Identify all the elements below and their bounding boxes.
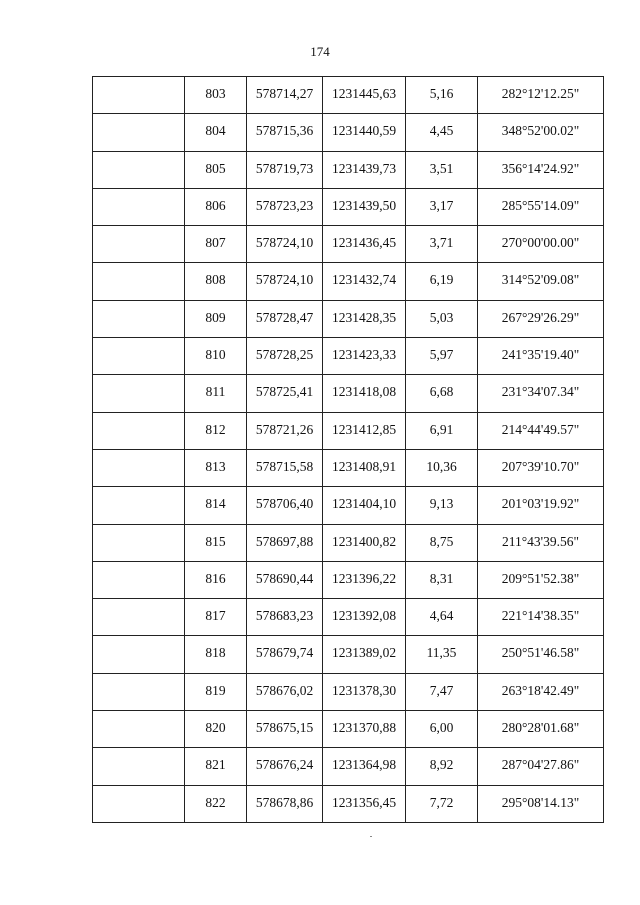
distance-text: 8,75 — [429, 533, 454, 549]
distance-cell — [406, 300, 478, 337]
point-number-text: 809 — [205, 309, 226, 325]
direction-angle-cell — [478, 375, 604, 412]
x-coordinate-cell — [247, 151, 323, 188]
direction-angle-text: 201°03'19.92" — [501, 496, 580, 512]
point-number-text: 818 — [205, 645, 226, 661]
y-coordinate-text: 1231392,08 — [331, 608, 397, 624]
table-row — [93, 77, 604, 114]
blank-cell — [93, 375, 185, 412]
blank-cell — [93, 114, 185, 151]
distance-cell — [406, 785, 478, 822]
distance-text: 9,13 — [429, 496, 454, 512]
point-number-cell — [185, 114, 247, 151]
point-number-cell — [185, 375, 247, 412]
point-number-text: 813 — [205, 458, 226, 474]
y-coordinate-text: 1231418,08 — [331, 384, 397, 400]
x-coordinate-cell — [247, 636, 323, 673]
blank-cell — [93, 599, 185, 636]
direction-angle-text: 282°12'12.25" — [501, 86, 580, 101]
x-coordinate-cell — [247, 77, 323, 114]
direction-angle-cell — [478, 338, 604, 375]
x-coordinate-cell — [247, 263, 323, 300]
distance-text: 8,92 — [429, 757, 454, 773]
distance-text: 5,03 — [429, 309, 454, 325]
point-number-text: 821 — [205, 757, 226, 773]
blank-cell — [93, 226, 185, 263]
y-coordinate-cell — [323, 300, 406, 337]
x-coordinate-cell — [247, 599, 323, 636]
distance-text: 5,97 — [429, 347, 454, 363]
y-coordinate-cell — [323, 151, 406, 188]
table-row — [93, 188, 604, 225]
x-coordinate-text: 578679,74 — [255, 645, 314, 661]
distance-cell — [406, 636, 478, 673]
distance-cell — [406, 487, 478, 524]
distance-text: 11,35 — [426, 645, 457, 661]
y-coordinate-cell — [323, 487, 406, 524]
distance-cell — [406, 673, 478, 710]
point-number-cell — [185, 524, 247, 561]
y-coordinate-cell — [323, 188, 406, 225]
y-coordinate-text: 1231423,33 — [331, 347, 397, 363]
point-number-text: 816 — [205, 570, 226, 586]
point-number-cell — [185, 561, 247, 598]
direction-angle-text: 263°18'42.49" — [501, 682, 580, 698]
point-number-cell — [185, 673, 247, 710]
point-number-cell — [185, 412, 247, 449]
x-coordinate-cell — [247, 375, 323, 412]
distance-text: 6,19 — [429, 272, 454, 288]
y-coordinate-cell — [323, 524, 406, 561]
y-coordinate-text: 1231404,10 — [331, 496, 397, 512]
direction-angle-text: 231°34'07.34" — [501, 384, 580, 400]
point-number-cell — [185, 636, 247, 673]
point-number-text: 820 — [205, 720, 226, 736]
distance-text: 6,91 — [429, 421, 454, 437]
x-coordinate-cell — [247, 188, 323, 225]
table-row — [93, 263, 604, 300]
x-coordinate-text: 578690,44 — [255, 570, 314, 586]
x-coordinate-text: 578721,26 — [255, 421, 314, 437]
x-coordinate-text: 578725,41 — [255, 384, 314, 400]
table-row — [93, 561, 604, 598]
y-coordinate-cell — [323, 114, 406, 151]
distance-text: 5,16 — [429, 86, 454, 101]
direction-angle-text: 270°00'00.00" — [501, 235, 580, 251]
distance-cell — [406, 263, 478, 300]
y-coordinate-cell — [323, 263, 406, 300]
point-number-cell — [185, 263, 247, 300]
distance-cell — [406, 114, 478, 151]
distance-text: 10,36 — [426, 458, 457, 474]
distance-text: 3,17 — [429, 197, 454, 213]
point-number-cell — [185, 338, 247, 375]
direction-angle-cell — [478, 561, 604, 598]
y-coordinate-text: 1231396,22 — [331, 570, 397, 586]
direction-angle-cell — [478, 748, 604, 785]
x-coordinate-cell — [247, 114, 323, 151]
distance-text: 7,72 — [429, 794, 454, 810]
direction-angle-text: 287°04'27.86" — [501, 757, 580, 773]
y-coordinate-cell — [323, 785, 406, 822]
distance-cell — [406, 77, 478, 114]
direction-angle-cell — [478, 599, 604, 636]
direction-angle-text: 209°51'52.38" — [501, 570, 580, 586]
point-number-cell — [185, 151, 247, 188]
x-coordinate-text: 578723,23 — [255, 197, 314, 213]
direction-angle-text: 211°43'39.56" — [502, 533, 579, 549]
distance-text: 6,68 — [429, 384, 454, 400]
point-number-cell — [185, 300, 247, 337]
table-row — [93, 375, 604, 412]
y-coordinate-cell — [323, 77, 406, 114]
y-coordinate-cell — [323, 412, 406, 449]
x-coordinate-text: 578683,23 — [255, 608, 314, 624]
distance-text: 6,00 — [429, 720, 454, 736]
table-row — [93, 599, 604, 636]
y-coordinate-text: 1231370,88 — [331, 720, 397, 736]
point-number-cell — [185, 487, 247, 524]
y-coordinate-cell — [323, 673, 406, 710]
x-coordinate-cell — [247, 711, 323, 748]
y-coordinate-cell — [323, 711, 406, 748]
x-coordinate-cell — [247, 748, 323, 785]
x-coordinate-cell — [247, 338, 323, 375]
distance-cell — [406, 412, 478, 449]
y-coordinate-text: 1231412,85 — [331, 421, 397, 437]
point-number-text: 817 — [205, 608, 226, 624]
x-coordinate-text: 578715,58 — [255, 458, 314, 474]
y-coordinate-text: 1231408,91 — [331, 458, 397, 474]
y-coordinate-text: 1231428,35 — [331, 309, 397, 325]
x-coordinate-text: 578697,88 — [255, 533, 314, 549]
distance-cell — [406, 748, 478, 785]
table-row — [93, 636, 604, 673]
y-coordinate-text: 1231432,74 — [331, 272, 397, 288]
blank-cell — [93, 412, 185, 449]
y-coordinate-text: 1231445,63 — [331, 86, 397, 101]
distance-text: 4,64 — [429, 608, 454, 624]
direction-angle-text: 314°52'09.08" — [501, 272, 580, 288]
y-coordinate-text: 1231389,02 — [331, 645, 397, 661]
x-coordinate-text: 578678,86 — [255, 794, 314, 810]
direction-angle-cell — [478, 226, 604, 263]
blank-cell — [93, 263, 185, 300]
blank-cell — [93, 487, 185, 524]
blank-cell — [93, 338, 185, 375]
blank-cell — [93, 748, 185, 785]
point-number-text: 807 — [205, 235, 226, 251]
y-coordinate-cell — [323, 449, 406, 486]
distance-cell — [406, 599, 478, 636]
y-coordinate-text: 1231436,45 — [331, 235, 397, 251]
point-number-text: 810 — [205, 347, 226, 363]
table-row — [93, 711, 604, 748]
point-number-cell — [185, 226, 247, 263]
direction-angle-cell — [478, 524, 604, 561]
direction-angle-cell — [478, 711, 604, 748]
x-coordinate-cell — [247, 487, 323, 524]
distance-cell — [406, 711, 478, 748]
distance-text: 3,71 — [429, 235, 454, 251]
blank-cell — [93, 711, 185, 748]
y-coordinate-cell — [323, 375, 406, 412]
table-row — [93, 524, 604, 561]
point-number-cell — [185, 748, 247, 785]
distance-cell — [406, 561, 478, 598]
coordinates-table — [92, 76, 604, 823]
y-coordinate-cell — [323, 561, 406, 598]
point-number-cell — [185, 188, 247, 225]
blank-cell — [93, 300, 185, 337]
blank-cell — [93, 188, 185, 225]
blank-cell — [93, 151, 185, 188]
direction-angle-text: 285°55'14.09" — [501, 197, 580, 213]
point-number-text: 805 — [205, 160, 226, 176]
x-coordinate-cell — [247, 785, 323, 822]
y-coordinate-text: 1231378,30 — [331, 682, 397, 698]
page-number: 174 — [310, 44, 330, 59]
y-coordinate-text: 1231364,98 — [331, 757, 397, 773]
point-number-cell — [185, 77, 247, 114]
x-coordinate-cell — [247, 300, 323, 337]
table-row — [93, 785, 604, 822]
direction-angle-text: 267°29'26.29" — [501, 309, 580, 325]
table-row — [93, 114, 604, 151]
direction-angle-text: 356°14'24.92" — [501, 160, 580, 176]
point-number-text: 803 — [205, 86, 226, 101]
distance-cell — [406, 524, 478, 561]
y-coordinate-cell — [323, 636, 406, 673]
x-coordinate-cell — [247, 449, 323, 486]
direction-angle-cell — [478, 263, 604, 300]
point-number-cell — [185, 449, 247, 486]
distance-text: 8,31 — [429, 570, 454, 586]
blank-cell — [93, 524, 185, 561]
direction-angle-text: 221°14'38.35" — [501, 608, 580, 624]
y-coordinate-cell — [323, 599, 406, 636]
x-coordinate-text: 578724,10 — [255, 235, 314, 251]
x-coordinate-text: 578715,36 — [255, 123, 314, 139]
table-row — [93, 449, 604, 486]
y-coordinate-text: 1231440,59 — [331, 123, 397, 139]
x-coordinate-cell — [247, 524, 323, 561]
x-coordinate-text: 578676,24 — [255, 757, 314, 773]
y-coordinate-cell — [323, 226, 406, 263]
coordinates-table-body — [93, 77, 604, 823]
x-coordinate-cell — [247, 561, 323, 598]
x-coordinate-text: 578728,47 — [255, 309, 314, 325]
blank-cell — [93, 673, 185, 710]
direction-angle-cell — [478, 114, 604, 151]
point-number-text: 804 — [205, 123, 226, 139]
distance-cell — [406, 449, 478, 486]
blank-cell — [93, 561, 185, 598]
direction-angle-cell — [478, 785, 604, 822]
distance-cell — [406, 375, 478, 412]
scan-speck — [370, 836, 372, 837]
distance-text: 4,45 — [429, 123, 454, 139]
table-row — [93, 673, 604, 710]
distance-cell — [406, 226, 478, 263]
point-number-text: 822 — [205, 794, 226, 810]
y-coordinate-text: 1231439,73 — [331, 160, 397, 176]
direction-angle-cell — [478, 300, 604, 337]
point-number-text: 812 — [205, 421, 226, 437]
direction-angle-text: 241°35'19.40" — [501, 347, 580, 363]
x-coordinate-text: 578706,40 — [255, 496, 314, 512]
direction-angle-text: 348°52'00.02" — [501, 123, 580, 139]
direction-angle-text: 280°28'01.68" — [501, 720, 580, 736]
y-coordinate-text: 1231439,50 — [331, 197, 397, 213]
x-coordinate-text: 578675,15 — [255, 720, 314, 736]
y-coordinate-text: 1231356,45 — [331, 794, 397, 810]
direction-angle-text: 250°51'46.58" — [501, 645, 580, 661]
direction-angle-cell — [478, 412, 604, 449]
table-row — [93, 412, 604, 449]
direction-angle-cell — [478, 188, 604, 225]
direction-angle-cell — [478, 487, 604, 524]
table-row — [93, 338, 604, 375]
x-coordinate-text: 578728,25 — [255, 347, 314, 363]
distance-cell — [406, 151, 478, 188]
direction-angle-text: 214°44'49.57" — [501, 421, 580, 437]
direction-angle-text: 295°08'14.13" — [501, 794, 580, 810]
direction-angle-text: 207°39'10.70" — [501, 458, 580, 474]
direction-angle-cell — [478, 151, 604, 188]
table-row — [93, 226, 604, 263]
point-number-text: 815 — [205, 533, 226, 549]
x-coordinate-text: 578676,02 — [255, 682, 314, 698]
point-number-text: 814 — [205, 496, 226, 512]
direction-angle-cell — [478, 77, 604, 114]
x-coordinate-cell — [247, 226, 323, 263]
blank-cell — [93, 636, 185, 673]
table-row — [93, 151, 604, 188]
point-number-cell — [185, 711, 247, 748]
table-row — [93, 300, 604, 337]
point-number-text: 811 — [205, 384, 226, 400]
direction-angle-cell — [478, 636, 604, 673]
x-coordinate-text: 578724,10 — [255, 272, 314, 288]
blank-cell — [93, 77, 185, 114]
point-number-cell — [185, 599, 247, 636]
direction-angle-cell — [478, 673, 604, 710]
distance-cell — [406, 188, 478, 225]
x-coordinate-cell — [247, 673, 323, 710]
distance-cell — [406, 338, 478, 375]
point-number-text: 819 — [205, 682, 226, 698]
blank-cell — [93, 449, 185, 486]
table-row — [93, 487, 604, 524]
y-coordinate-cell — [323, 748, 406, 785]
point-number-text: 806 — [205, 197, 226, 213]
distance-text: 3,51 — [429, 160, 454, 176]
blank-cell — [93, 785, 185, 822]
y-coordinate-text: 1231400,82 — [331, 533, 397, 549]
x-coordinate-text: 578719,73 — [255, 160, 314, 176]
point-number-text: 808 — [205, 272, 226, 288]
table-row — [93, 748, 604, 785]
point-number-cell — [185, 785, 247, 822]
x-coordinate-cell — [247, 412, 323, 449]
distance-text: 7,47 — [429, 682, 454, 698]
x-coordinate-text: 578714,27 — [255, 86, 314, 101]
direction-angle-cell — [478, 449, 604, 486]
y-coordinate-cell — [323, 338, 406, 375]
